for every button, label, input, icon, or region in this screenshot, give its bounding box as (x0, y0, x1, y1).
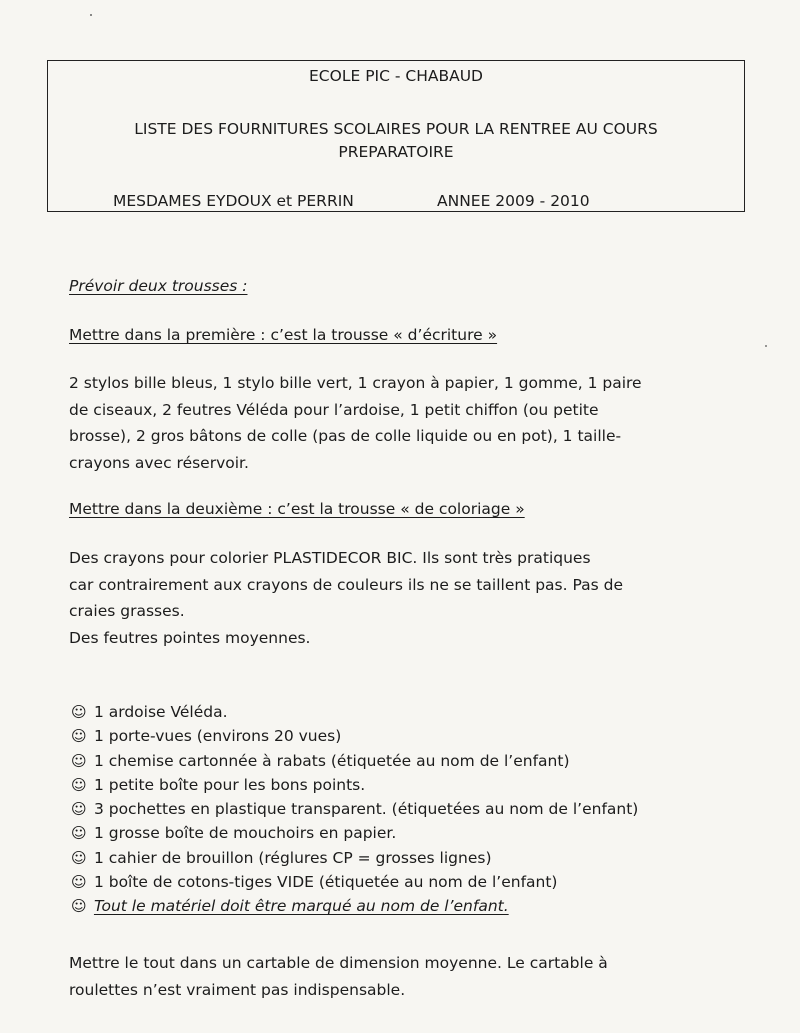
list-item (71, 724, 638, 748)
paragraph-line: 2 stylos bille bleus, 1 stylo bille vert, 1 crayon à papier, 1 gomme, 1 paire (69, 374, 642, 392)
first-pouch-contents (69, 370, 739, 476)
paragraph-line: Des crayons pour colorier PLASTIDECOR BIC. Ils sont très pratiques (69, 549, 591, 567)
paragraph-line: brosse), 2 gros bâtons de colle (pas de colle liquide ou en pot), 1 taille- (69, 427, 622, 445)
second-pouch-heading: Mettre dans la deuxième : c’est la trousse « de coloriage » (69, 500, 525, 518)
paragraph-line: Mettre le tout dans un cartable de dimension moyenne. Le cartable à (69, 954, 608, 972)
item-text: 1 porte-vues (environs 20 vues) (93, 727, 342, 746)
smiley-icon: ☺ (71, 848, 87, 867)
smiley-icon: ☺ (71, 751, 87, 770)
scan-speck (765, 345, 767, 347)
list-item (71, 700, 638, 724)
document-title-line-1: LISTE DES FOURNITURES SCOLAIRES POUR LA RENTREE AU COURS (134, 120, 658, 138)
smiley-icon: ☺ (71, 800, 87, 819)
item-text-emphasis: Tout le matériel doit être marqué au nom de l’enfant. (93, 897, 509, 916)
paragraph-line: crayons avec réservoir. (69, 453, 249, 472)
smiley-icon: ☺ (71, 824, 87, 843)
school-name: ECOLE PIC - CHABAUD (309, 67, 483, 85)
supplies-list (71, 700, 638, 919)
list-item (71, 821, 638, 845)
item-text: 1 boîte de cotons-tiges VIDE (étiquetée au nom de l’enfant) (93, 873, 558, 892)
second-pouch-contents (69, 545, 739, 651)
list-item (71, 846, 638, 870)
smiley-icon: ☺ (71, 703, 87, 721)
smiley-icon: ☺ (71, 775, 87, 794)
list-item (71, 797, 638, 821)
scan-speck (90, 14, 92, 16)
item-text: 1 chemise cartonnée à rabats (étiquetée au nom de l’enfant) (93, 751, 570, 770)
paragraph-line: Des feutres pointes moyennes. (69, 628, 311, 647)
smiley-icon: ☺ (71, 873, 87, 892)
list-item (71, 894, 638, 918)
document-title-line-2: PREPARATOIRE (338, 143, 454, 161)
item-text: 1 cahier de brouillon (réglures CP = grosses lignes) (93, 848, 492, 867)
smiley-icon: ☺ (71, 727, 87, 746)
list-item (71, 749, 638, 773)
smiley-icon: ☺ (71, 897, 87, 916)
list-item (71, 773, 638, 797)
paragraph-line: roulettes n’est vraiment pas indispensable. (69, 980, 406, 999)
list-item (71, 870, 638, 894)
header-box (47, 60, 745, 212)
item-text: 1 petite boîte pour les bons points. (93, 775, 366, 794)
school-year: ANNEE 2009 - 2010 (437, 192, 590, 210)
pouches-heading: Prévoir deux trousses : (69, 277, 248, 295)
item-text: 1 ardoise Véléda. (93, 703, 228, 721)
first-pouch-heading: Mettre dans la première : c’est la trousse « d’écriture » (69, 326, 498, 344)
paragraph-line: car contrairement aux crayons de couleurs ils ne se taillent pas. Pas de (69, 575, 623, 594)
item-text: 1 grosse boîte de mouchoirs en papier. (93, 824, 397, 843)
paragraph-line: de ciseaux, 2 feutres Véléda pour l’ardoise, 1 petit chiffon (ou petite (69, 400, 599, 419)
paragraph-line: craies grasses. (69, 602, 185, 620)
item-text: 3 pochettes en plastique transparent. (étiquetées au nom de l’enfant) (93, 800, 639, 819)
teachers-name: MESDAMES EYDOUX et PERRIN (113, 192, 354, 210)
closing-note (69, 950, 739, 1003)
